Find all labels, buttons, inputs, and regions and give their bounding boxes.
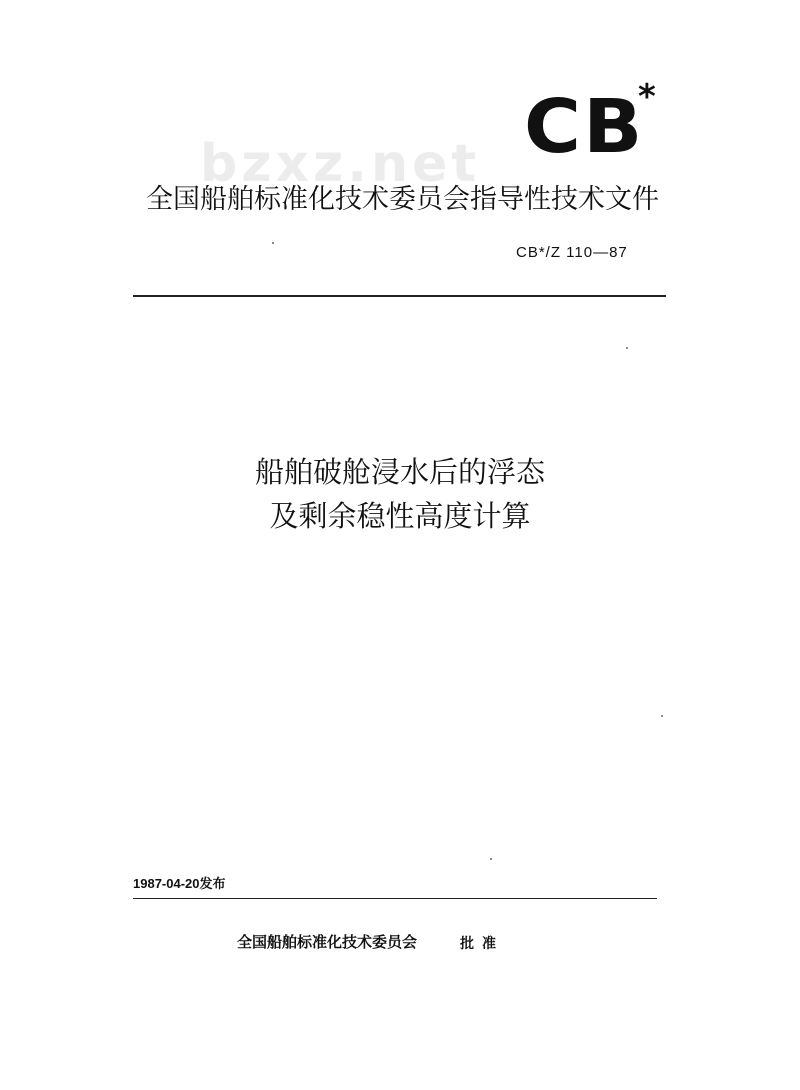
document-number: CB*/Z 110—87 <box>516 244 628 261</box>
approving-body: 全国船舶标准化技术委员会 <box>237 933 418 951</box>
cb-logo: CB <box>524 84 645 170</box>
approval-word: 批准 <box>460 936 504 952</box>
bottom-divider <box>133 898 657 899</box>
document-title-line-1: 船舶破舱浸水后的浮态 <box>254 455 545 489</box>
cb-logo-asterisk: * <box>638 77 656 117</box>
watermark: bzxz.net <box>200 134 481 194</box>
scan-speck <box>626 347 628 349</box>
scan-speck <box>272 242 274 244</box>
scan-speck <box>490 858 492 860</box>
document-title-line-2: 及剩余稳性高度计算 <box>269 499 531 533</box>
header-title: 全国船舶标准化技术委员会指导性技术文件 <box>146 184 659 215</box>
document-title <box>0 450 800 538</box>
top-divider <box>133 295 666 297</box>
issue-date: 1987-04-20发布 <box>133 876 226 891</box>
scan-speck <box>661 715 663 717</box>
